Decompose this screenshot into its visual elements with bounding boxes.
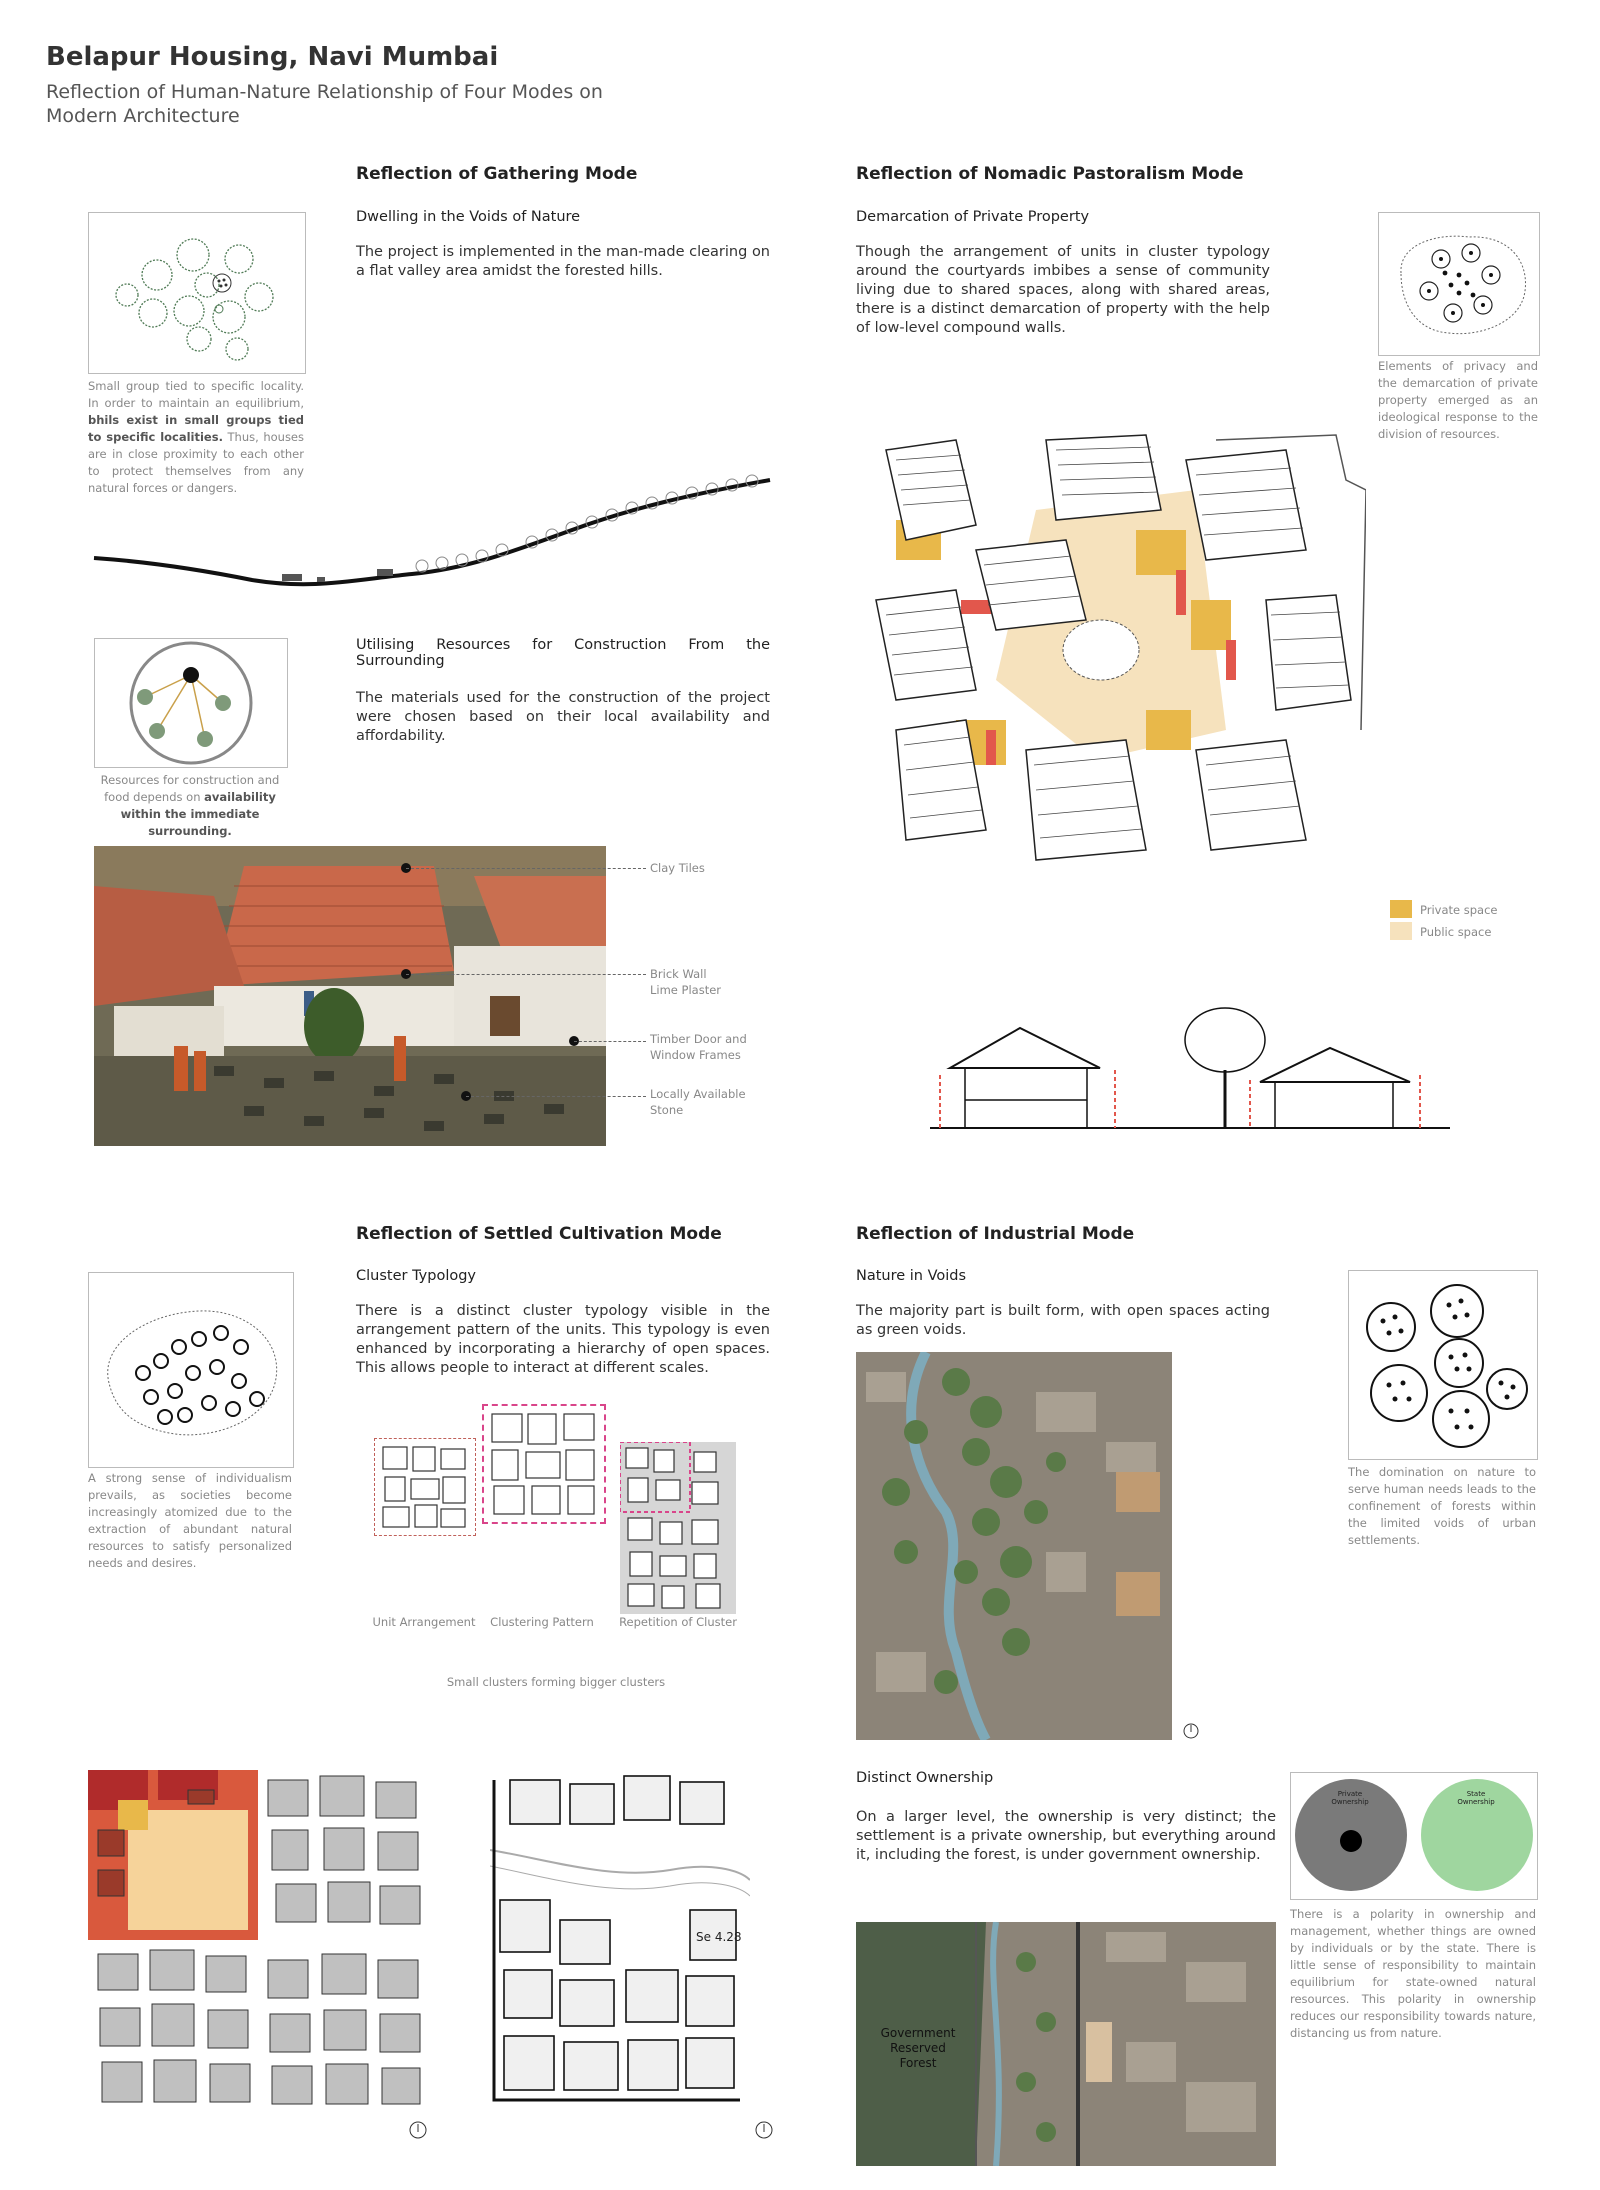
aerial-nature-voids [856,1352,1172,1740]
label-unit-arrangement: Unit Arrangement [372,1615,476,1629]
private-ownership-label: Private Ownership [1331,1790,1369,1806]
gathering-sub2: Utilising Resources for Construction From the Surrounding [356,637,770,669]
industrial-text2: On a larger level, the ownership is very distinct; the settlement is a private ownership, but everything around it, including the forest, is under government ownership. [856,1809,1276,1863]
north-arrow-icon [1182,1722,1200,1740]
industrial-heading: Reflection of Industrial Mode [856,1224,1135,1244]
label-repetition-of-cluster: Repetition of Cluster [619,1615,737,1629]
cluster-plan [88,1770,432,2114]
leader-line [406,974,646,975]
gathering-heading: Reflection of Gathering Mode [356,164,638,184]
industrial-sub2: Distinct Ownership [856,1770,994,1786]
material-label-timber: Timber Door and Window Frames [650,1032,747,1062]
legend-label-public: Public space [1420,925,1492,939]
compound-wall-section [930,1000,1450,1140]
settled-sub: Cluster Typology [356,1268,477,1284]
legend-swatch-public [1390,922,1412,940]
gathering-cluster-diagram [88,212,306,374]
gathering-text1: The project is implemented in the man-made clearing on a flat valley area amidst the forested hills. [356,244,770,279]
nomadic-text: Though the arrangement of units in cluster typology around the courtyards imbibes a sense of community living due to shared spaces, along with shared areas, there is a distinct demarcation of property with the help of low-level compound walls. [856,244,1270,336]
state-ownership-label: State Ownership [1457,1790,1495,1806]
nomadic-caption: Elements of privacy and the demarcation of private property emerged as an ideological response to the division of resources. [1378,359,1538,441]
nomadic-sub: Demarcation of Private Property [856,209,1090,225]
privacy-diagram [1378,212,1540,356]
legend-label-private: Private space [1420,903,1498,917]
settled-heading: Reflection of Settled Cultivation Mode [356,1224,722,1244]
clusters-caption: Small clusters forming bigger clusters [446,1675,666,1689]
settled-caption: A strong sense of individualism prevails, as societies become increasingly atomized due to the extraction of abundant natural resources to satisfy personalized needs and desires. [88,1471,292,1570]
industrial-sub1: Nature in Voids [856,1268,967,1284]
leader-line [406,868,646,869]
forest-label: Government Reserved Forest [880,2026,956,2070]
confined-voids-diagram [1348,1270,1538,1460]
gathering-caption1: Small group tied to specific locality. In order to maintain an equilibrium, bhils exist in small groups tied to specific localities. Thus, houses are in close proximity to each other to protect themselves from any natural forces or dangers. [88,379,304,495]
leader-line [466,1096,646,1097]
nomadic-heading: Reflection of Nomadic Pastoralism Mode [856,164,1244,184]
page-title: Belapur Housing, Navi Mumbai [46,42,499,72]
leader-line [574,1041,646,1042]
label-clustering-pattern: Clustering Pattern [490,1615,594,1629]
resources-diagram [94,638,288,768]
material-label-stone: Locally Available Stone [650,1087,746,1117]
gathering-sub1: Dwelling in the Voids of Nature [356,209,581,225]
industrial-caption2: There is a polarity in ownership and management, whether things are owned by individuals or by the state. There is little sense of responsibility to maintain equilibrium for state-owned natural resources. This polarity in ownership reduces our responsibility towards nature, distancing us from nature. [1290,1907,1536,2040]
gathering-caption2: Resources for construction and food depends on availability within the immediate surrounding. [100,773,280,838]
settled-text: There is a distinct cluster typology visible in the arrangement pattern of the units. This typology is even enhanced by incorporating a hierarchy of open spaces. This allows people to interact at different scales. [356,1303,770,1376]
cluster-axonometric [866,430,1366,880]
legend-swatch-private [1390,900,1412,918]
north-arrow-icon [754,2120,774,2140]
valley-section-drawing [92,470,772,600]
industrial-text1: The majority part is built form, with open spaces acting as green voids. [856,1303,1270,1338]
north-arrow-icon [408,2120,428,2140]
housing-photo [94,846,606,1146]
clustering-pattern-diagram [482,1404,606,1524]
site-plan-label: Se 4.28 [696,1930,742,1944]
repetition-of-cluster-diagram [620,1442,736,1614]
material-label-clay-tiles: Clay Tiles [650,861,705,875]
individualism-diagram [88,1272,294,1468]
page-subtitle: Reflection of Human-Nature Relationship of Four Modes on Modern Architecture [46,81,603,127]
unit-arrangement-diagram [374,1438,476,1536]
gathering-text2: The materials used for the construction of the project were chosen based on their local availability and affordability. [356,690,770,744]
material-label-brick-wall: Brick Wall Lime Plaster [650,967,722,997]
industrial-caption1: The domination on nature to serve human needs leads to the confinement of forests within the limited voids of urban settlements. [1348,1465,1536,1547]
